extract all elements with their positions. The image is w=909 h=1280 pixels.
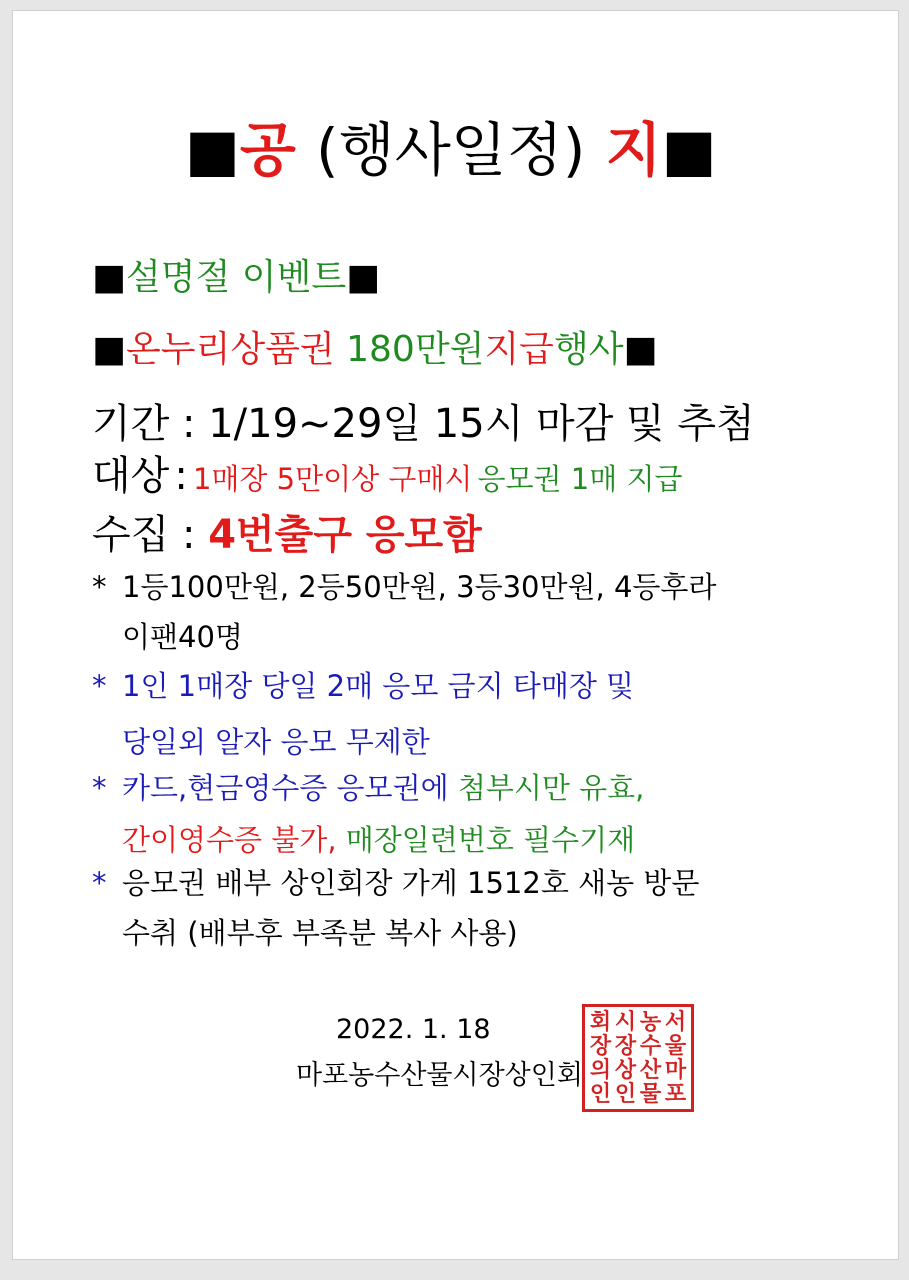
association-seal-stamp xyxy=(582,1004,694,1112)
period-value: 1/19~29일 15시 마감 및 추첨 xyxy=(208,401,755,447)
target-value-reward: 응모권 1매 지급 xyxy=(477,462,683,496)
note-distribution-line2: 수취 (배부후 부족분 복사 사용) xyxy=(122,916,518,950)
note-limit-line2: 당일외 알자 응모 무제한 xyxy=(122,725,430,759)
title-right-square: ■ xyxy=(661,116,717,184)
target-value-condition: 1매장 5만이상 구매시 xyxy=(192,462,473,496)
stamp-char: 서 xyxy=(664,1009,687,1035)
title-gong: 공 xyxy=(239,116,296,184)
stamp-char: 의 xyxy=(589,1057,612,1083)
target-label: 대상 xyxy=(92,453,170,499)
note-receipt-attach: 첨부시만 유효, xyxy=(457,771,645,805)
stamp-char: 물 xyxy=(639,1081,662,1107)
footer-date: 2022. 1. 18 xyxy=(336,1014,491,1045)
note-receipt xyxy=(92,762,644,866)
stamp-char: 상 xyxy=(614,1057,637,1083)
note-bullet: * xyxy=(92,570,107,604)
note-receipt-card: 카드,현금영수증 응모권에 xyxy=(122,771,449,805)
event2-event: 행사 xyxy=(553,329,624,370)
footer-organization: 마포농수산물시장상인회 xyxy=(296,1060,583,1091)
title-left-square: ■ xyxy=(185,116,240,184)
collect-row xyxy=(92,505,482,565)
period-row xyxy=(92,394,755,454)
note-distribution xyxy=(92,858,699,958)
title-subtitle: (행사일정) xyxy=(316,116,586,184)
event1-right-square: ■ xyxy=(346,257,381,298)
period-colon: : xyxy=(182,401,196,447)
period-label: 기간 xyxy=(92,401,170,447)
event2-payment: 지급 xyxy=(484,329,554,370)
note-receipt-simple: 간이영수증 불가, xyxy=(122,823,337,857)
note-bullet: * xyxy=(92,669,107,703)
stamp-char: 울 xyxy=(664,1033,687,1059)
event2-voucher: 온누리상품권 xyxy=(126,329,335,370)
stamp-char: 장 xyxy=(589,1033,612,1059)
event2-left-square: ■ xyxy=(92,329,127,370)
event2-amount: 180만원 xyxy=(346,329,485,370)
note-limit-line1: 1인 1매장 당일 2매 응모 금지 타매장 및 xyxy=(122,669,635,703)
stamp-char: 인 xyxy=(589,1081,612,1107)
note-prizes-line1: 1등100만원, 2등50만원, 3등30만원, 4등후라 xyxy=(122,570,717,604)
stamp-char: 장 xyxy=(614,1033,637,1059)
stamp-char: 수 xyxy=(639,1033,662,1059)
stamp-char: 포 xyxy=(664,1081,687,1107)
stamp-char: 마 xyxy=(664,1057,687,1083)
note-prizes-line2: 이팬40명 xyxy=(122,620,243,654)
title-ji: 지 xyxy=(605,116,662,184)
note-prizes xyxy=(92,562,716,662)
collect-colon: : xyxy=(182,512,196,558)
event2-right-square: ■ xyxy=(623,329,658,370)
note-bullet: * xyxy=(92,771,107,805)
note-distribution-line1: 응모권 배부 상인회장 가게 1512호 새농 방문 xyxy=(122,866,700,900)
page-title xyxy=(185,110,716,190)
target-colon: : xyxy=(174,453,188,499)
stamp-char: 산 xyxy=(639,1057,662,1083)
stamp-char: 회 xyxy=(589,1009,612,1035)
note-bullet: * xyxy=(92,866,107,900)
event1-text: 설명절 이벤트 xyxy=(126,257,347,298)
target-row xyxy=(92,446,682,514)
stamp-char: 시 xyxy=(614,1009,637,1035)
note-limit xyxy=(92,658,634,770)
stamp-char: 농 xyxy=(639,1009,662,1035)
event-heading-1 xyxy=(92,250,380,306)
note-receipt-serial: 매장일련번호 필수기재 xyxy=(345,823,636,857)
collect-label: 수집 xyxy=(92,512,170,558)
event1-left-square: ■ xyxy=(92,257,127,298)
event-heading-2 xyxy=(92,322,658,378)
collect-value: 4번출구 응모함 xyxy=(208,512,482,558)
stamp-char: 인 xyxy=(614,1081,637,1107)
